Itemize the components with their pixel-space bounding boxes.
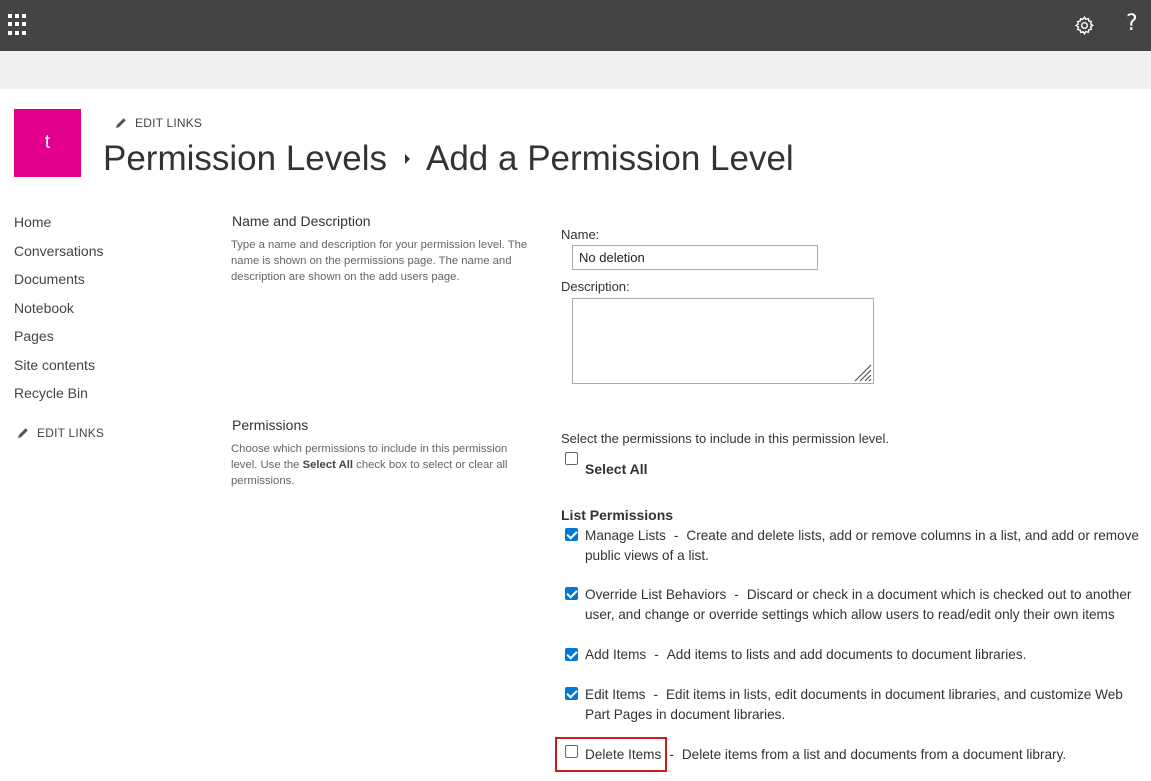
select-all-label[interactable]: Select All	[585, 461, 648, 477]
manage-lists-checkbox[interactable]	[565, 528, 578, 541]
breadcrumb	[103, 139, 794, 179]
name-section-description: Type a name and description for your permission level. The name is shown on the permissions page. The name and description are shown on the add users page.	[231, 239, 528, 283]
site-logo-letter: t	[44, 132, 51, 153]
add-items-checkbox[interactable]	[565, 648, 578, 661]
nav-item-notebook[interactable]: Notebook	[14, 299, 74, 316]
permission-description: Discard or check in a document which is checked out to another user, and change or override settings which allow users to read/edit only their own items	[585, 587, 1132, 622]
breadcrumb-parent[interactable]: Permission Levels	[103, 139, 387, 178]
permission-description: Edit items in lists, edit documents in document libraries, and customize Web Part Pages in document libraries.	[585, 687, 1123, 722]
permission-separator: -	[673, 528, 679, 543]
pencil-icon	[16, 426, 30, 440]
nav-item-home[interactable]: Home	[14, 214, 52, 230]
nav-item-pages[interactable]: Pages	[14, 328, 54, 344]
nav-item-site-contents[interactable]: Site contents	[14, 356, 95, 373]
name-section-title: Name and Description	[232, 213, 371, 229]
permissions-section-description	[231, 441, 536, 489]
quick-launch-nav	[14, 212, 104, 412]
highlight-annotation	[555, 737, 667, 772]
permission-description: Create and delete lists, add or remove columns in a list, and add or remove public views of a list.	[585, 528, 1139, 563]
permission-separator: -	[653, 687, 658, 702]
permissions-section-title: Permissions	[232, 417, 309, 433]
permissions-intro: Select the permissions to include in this permission level.	[561, 431, 890, 446]
permission-item-add-items	[585, 645, 1148, 665]
name-label: Name:	[561, 227, 600, 242]
top-edit-links-label: EDIT LINKS	[135, 116, 203, 130]
page-title: Add a Permission Level	[426, 139, 794, 178]
resize-grip-icon[interactable]	[850, 360, 872, 382]
permission-name[interactable]: Add Items	[585, 647, 647, 662]
permission-item-delete-items	[585, 745, 1148, 765]
suite-bar	[0, 0, 1151, 51]
nav-item-conversations[interactable]: Conversations	[14, 242, 104, 259]
description-textarea[interactable]	[572, 298, 874, 384]
description-label: Description:	[561, 279, 630, 294]
permission-item-edit-items	[585, 685, 1148, 725]
breadcrumb-separator-icon	[405, 154, 410, 164]
permission-description: Delete items from a list and documents from a document library.	[681, 747, 1067, 762]
permission-separator: -	[669, 747, 674, 762]
permission-item-override-list-behaviors	[585, 585, 1148, 625]
top-edit-links[interactable]	[114, 116, 202, 130]
edit-items-checkbox[interactable]	[565, 687, 578, 700]
name-input[interactable]	[572, 245, 818, 270]
list-permissions-heading: List Permissions	[561, 507, 674, 523]
permissions-desc-prefix: Choose which permissions to include in this permission level. Use the	[231, 443, 508, 471]
site-logo[interactable]	[14, 109, 81, 177]
nav-edit-links-label: EDIT LINKS	[37, 426, 105, 440]
permission-description: Add items to lists and add documents to document libraries.	[666, 647, 1027, 662]
permissions-desc-bold: Select All	[302, 459, 354, 471]
settings-gear-icon[interactable]	[1074, 15, 1095, 36]
permission-name[interactable]: Edit Items	[585, 687, 646, 702]
permission-name[interactable]: Delete Items	[585, 747, 662, 762]
permission-item-manage-lists	[585, 526, 1148, 566]
select-all-checkbox[interactable]	[565, 452, 578, 465]
nav-item-documents[interactable]: Documents	[14, 271, 85, 287]
help-icon[interactable]: ?	[1126, 11, 1138, 36]
app-launcher-icon[interactable]	[8, 14, 30, 36]
permission-separator: -	[734, 587, 739, 602]
pencil-icon	[114, 116, 128, 130]
permission-name[interactable]: Manage Lists	[585, 528, 666, 543]
nav-item-recycle-bin[interactable]: Recycle Bin	[14, 385, 88, 401]
permission-separator: -	[654, 647, 659, 662]
permissions-desc-suffix: check box to select or clear all permissions.	[231, 459, 508, 487]
permission-name[interactable]: Override List Behaviors	[585, 587, 727, 602]
nav-edit-links[interactable]	[16, 426, 104, 440]
override-list-behaviors-checkbox[interactable]	[565, 587, 578, 600]
ribbon-bar	[0, 51, 1151, 89]
